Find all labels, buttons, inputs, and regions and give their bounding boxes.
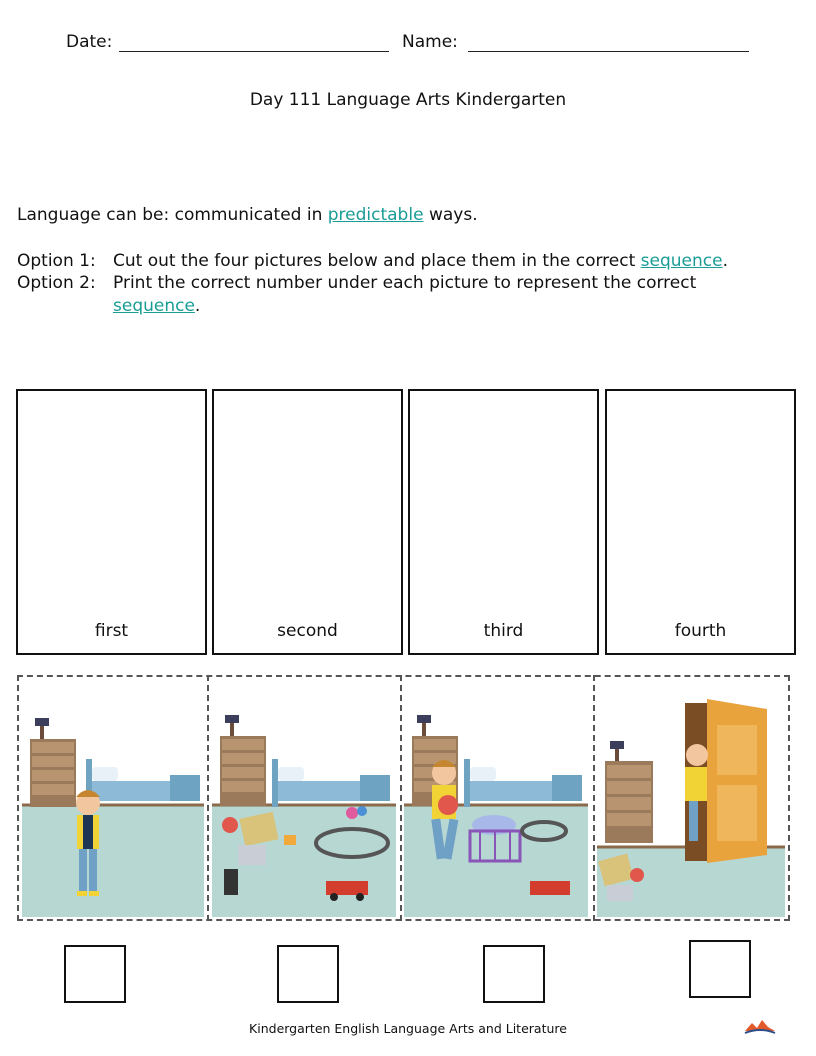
sequence-link-1[interactable]: sequence	[640, 251, 723, 271]
book-logo-icon	[743, 1017, 777, 1037]
intro-text	[17, 205, 478, 225]
box-label-second: second	[277, 621, 338, 641]
date-label: Date:	[66, 32, 113, 52]
option-1-instructions: Cut out the four pictures below and place them in the correct	[113, 251, 641, 271]
picture-cleaning-up[interactable]	[404, 685, 588, 917]
picture-messy-room[interactable]	[212, 685, 396, 917]
cut-line-1	[207, 675, 209, 921]
answer-box-2[interactable]	[277, 945, 339, 1003]
picture-boy-at-door[interactable]	[597, 685, 785, 917]
sequence-box-fourth[interactable]	[605, 389, 796, 655]
cut-line-3	[593, 675, 595, 921]
sequence-box-third[interactable]	[408, 389, 599, 655]
date-line[interactable]	[119, 51, 389, 52]
box-label-third: third	[483, 621, 524, 641]
cut-line-2	[400, 675, 402, 921]
fire-truck-icon	[530, 881, 570, 895]
dresser-icon	[220, 736, 266, 806]
option-1-text	[113, 251, 728, 271]
option-2-line2	[113, 296, 200, 316]
option-2-line1: Print the correct number under each picture to represent the correct	[113, 273, 697, 293]
name-label: Name:	[402, 32, 458, 52]
option-1-label: Option 1:	[17, 251, 96, 271]
option-2-label: Option 2:	[17, 273, 96, 293]
intro-prefix: Language can be: communicated in	[17, 205, 328, 225]
answer-box-1[interactable]	[64, 945, 126, 1003]
dresser-icon	[30, 739, 76, 807]
intro-suffix: ways.	[423, 205, 478, 225]
dresser-icon	[605, 761, 653, 843]
box-label-first: first	[94, 621, 129, 641]
box-label-fourth: fourth	[674, 621, 727, 641]
name-line[interactable]	[468, 51, 749, 52]
answer-box-3[interactable]	[483, 945, 545, 1003]
footer-text: Kindergarten English Language Arts and Literature	[249, 1021, 567, 1036]
floor	[22, 805, 204, 917]
sequence-box-first[interactable]	[16, 389, 207, 655]
page-title: Day 111 Language Arts Kindergarten	[249, 90, 567, 110]
fire-truck-icon	[326, 881, 368, 895]
option-2-period: .	[194, 296, 201, 316]
sequence-link-2[interactable]: sequence	[113, 296, 195, 316]
sequence-box-second[interactable]	[212, 389, 403, 655]
answer-box-4[interactable]	[689, 940, 751, 998]
predictable-link[interactable]: predictable	[327, 205, 424, 225]
option-1-period: .	[722, 251, 728, 271]
picture-tidy-room[interactable]	[22, 685, 204, 917]
